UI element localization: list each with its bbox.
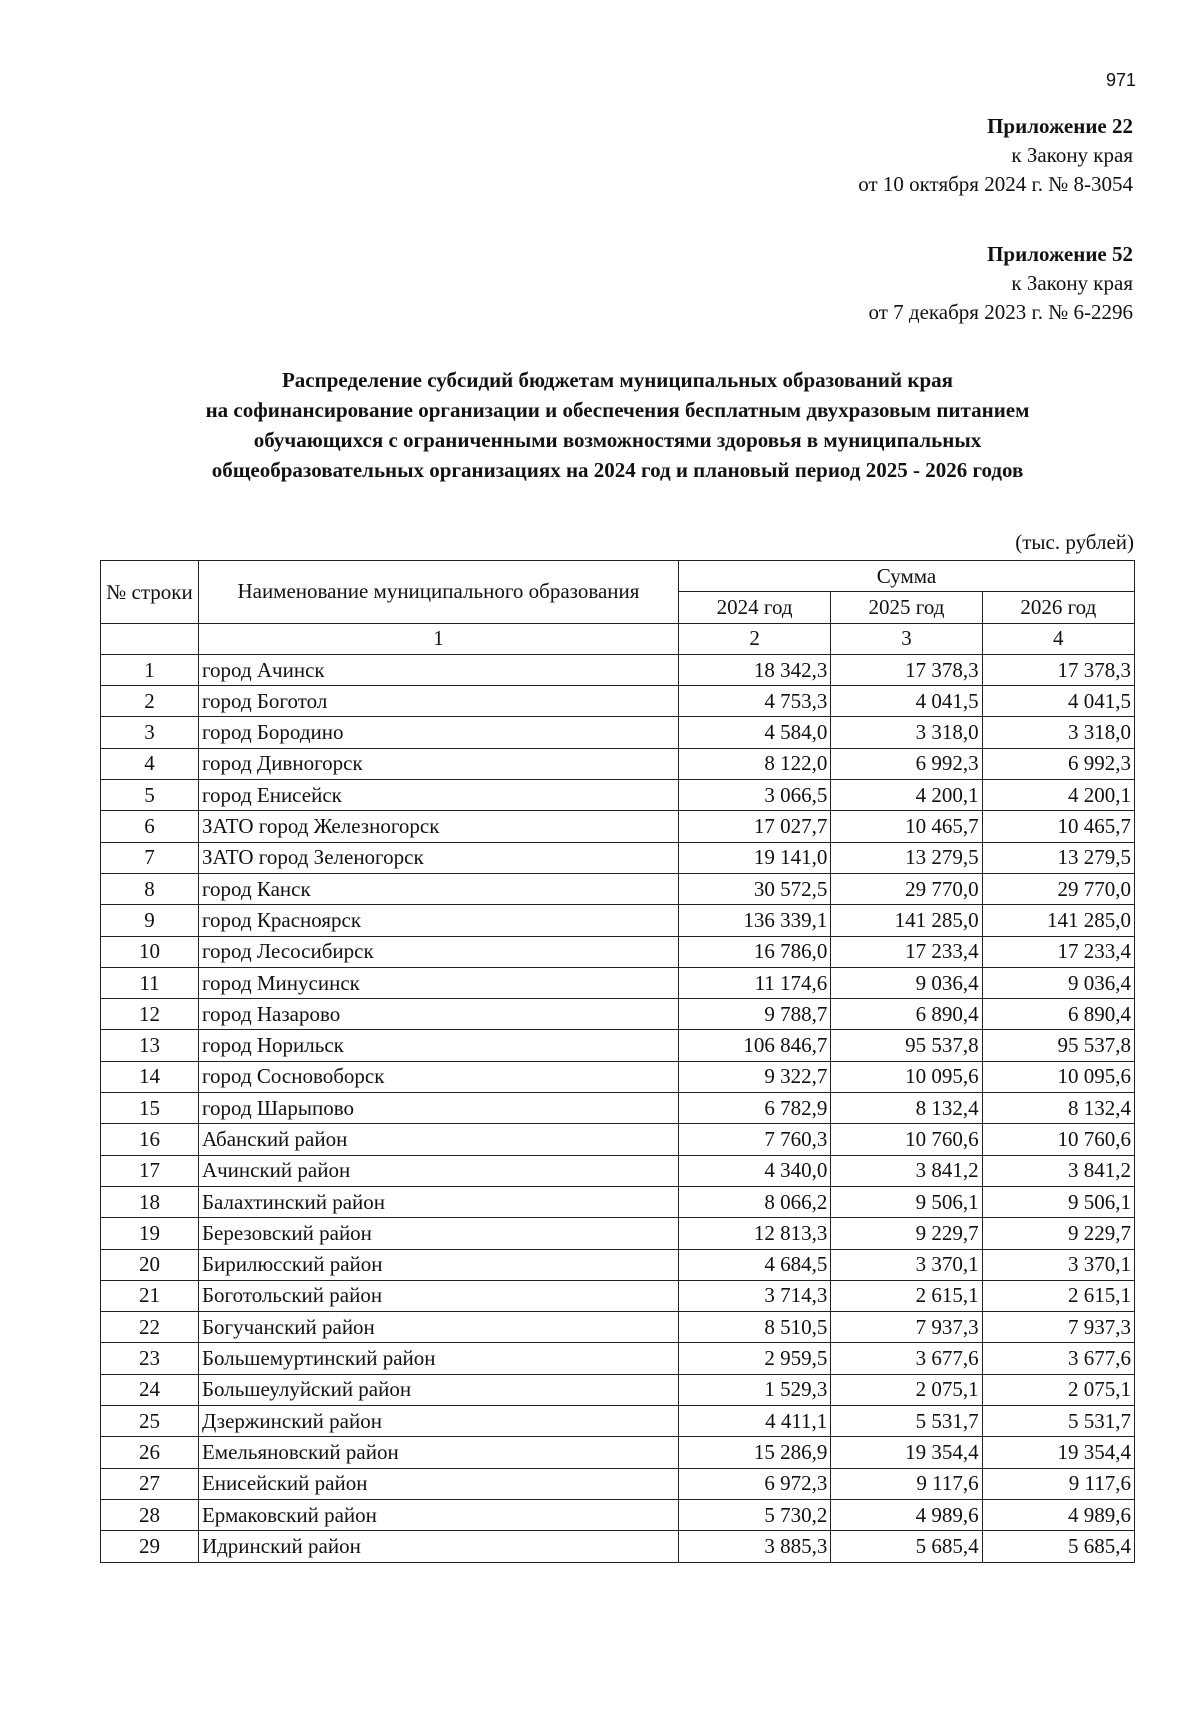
title-line: на софинансирование организации и обеспечения бесплатным двухразовым питанием	[205, 398, 1030, 422]
table-row	[101, 1061, 1135, 1092]
municipality-name-cell: город Ачинск	[198, 654, 678, 685]
row-number-cell: 29	[101, 1531, 199, 1562]
amount-2024-cell: 30 572,5	[678, 873, 830, 904]
amount-2025-cell: 19 354,4	[831, 1437, 982, 1468]
table-row	[101, 1155, 1135, 1186]
units-label: (тыс. рублей)	[1015, 530, 1134, 554]
row-number-cell: 8	[101, 873, 199, 904]
municipality-name-cell: Ачинский район	[198, 1155, 678, 1186]
header-row-number: № строки	[101, 561, 199, 624]
page-number: 971	[1105, 70, 1136, 90]
municipality-name-cell: Большемуртинский район	[198, 1343, 678, 1374]
municipality-name-cell: Абанский район	[198, 1124, 678, 1155]
amount-2024-cell: 3 714,3	[678, 1280, 830, 1311]
amount-2026-cell: 17 378,3	[982, 654, 1134, 685]
amount-2025-cell: 3 841,2	[831, 1155, 982, 1186]
amount-2026-cell: 3 677,6	[982, 1343, 1134, 1374]
table-row	[101, 999, 1135, 1030]
amount-2026-cell: 4 041,5	[982, 686, 1134, 717]
row-number-cell: 10	[101, 936, 199, 967]
table-row	[101, 1280, 1135, 1311]
amount-2026-cell: 9 229,7	[982, 1218, 1134, 1249]
municipality-name-cell: город Дивногорск	[198, 748, 678, 779]
amount-2026-cell: 17 233,4	[982, 936, 1134, 967]
amount-2025-cell: 6 890,4	[831, 999, 982, 1030]
amount-2025-cell: 3 318,0	[831, 717, 982, 748]
subsidy-table-wrapper	[100, 560, 1135, 1563]
row-number-cell: 6	[101, 811, 199, 842]
amount-2026-cell: 4 989,6	[982, 1499, 1134, 1530]
municipality-name-cell: Ермаковский район	[198, 1499, 678, 1530]
row-number-cell: 26	[101, 1437, 199, 1468]
row-number-cell: 24	[101, 1374, 199, 1405]
table-row	[101, 1437, 1135, 1468]
amount-2024-cell: 106 846,7	[678, 1030, 830, 1061]
amount-2026-cell: 6 992,3	[982, 748, 1134, 779]
table-row	[101, 780, 1135, 811]
title-line: общеобразовательных организациях на 2024 год и плановый период 2025 - 2026 годов	[211, 458, 1024, 482]
table-row	[101, 717, 1135, 748]
amount-2024-cell: 136 339,1	[678, 905, 830, 936]
amount-2025-cell: 5 531,7	[831, 1406, 982, 1437]
appendix-52-title: Приложение 52	[987, 242, 1133, 266]
table-row	[101, 1093, 1135, 1124]
table-row	[101, 1374, 1135, 1405]
table-row	[101, 1531, 1135, 1562]
row-number-cell: 17	[101, 1155, 199, 1186]
municipality-name-cell: Березовский район	[198, 1218, 678, 1249]
appendix-22-title: Приложение 22	[987, 114, 1133, 138]
appendix-22-line1: к Закону края	[1011, 143, 1133, 167]
amount-2024-cell: 8 066,2	[678, 1186, 830, 1217]
amount-2025-cell: 17 233,4	[831, 936, 982, 967]
row-number-cell: 2	[101, 686, 199, 717]
table-row	[101, 905, 1135, 936]
row-number-cell: 25	[101, 1406, 199, 1437]
table-row	[101, 1186, 1135, 1217]
header-municipality-name: Наименование муниципального образования	[198, 561, 678, 624]
subsidy-table	[100, 560, 1135, 1563]
municipality-name-cell: город Норильск	[198, 1030, 678, 1061]
amount-2024-cell: 1 529,3	[678, 1374, 830, 1405]
municipality-name-cell: город Бородино	[198, 717, 678, 748]
table-row	[101, 967, 1135, 998]
amount-2024-cell: 4 411,1	[678, 1406, 830, 1437]
row-number-cell: 23	[101, 1343, 199, 1374]
amount-2026-cell: 2 075,1	[982, 1374, 1134, 1405]
municipality-name-cell: город Сосновоборск	[198, 1061, 678, 1092]
amount-2024-cell: 3 066,5	[678, 780, 830, 811]
amount-2024-cell: 6 782,9	[678, 1093, 830, 1124]
table-body	[101, 654, 1135, 1562]
document-title	[100, 365, 1135, 485]
municipality-name-cell: город Назарово	[198, 999, 678, 1030]
header-sum: Сумма	[678, 561, 1134, 592]
row-number-cell: 28	[101, 1499, 199, 1530]
amount-2025-cell: 9 229,7	[831, 1218, 982, 1249]
amount-2025-cell: 7 937,3	[831, 1312, 982, 1343]
municipality-name-cell: Боготольский район	[198, 1280, 678, 1311]
municipality-name-cell: Дзержинский район	[198, 1406, 678, 1437]
amount-2026-cell: 19 354,4	[982, 1437, 1134, 1468]
amount-2025-cell: 29 770,0	[831, 873, 982, 904]
municipality-name-cell: Идринский район	[198, 1531, 678, 1562]
amount-2025-cell: 4 989,6	[831, 1499, 982, 1530]
amount-2024-cell: 8 510,5	[678, 1312, 830, 1343]
amount-2026-cell: 10 095,6	[982, 1061, 1134, 1092]
municipality-name-cell: ЗАТО город Зеленогорск	[198, 842, 678, 873]
amount-2024-cell: 4 684,5	[678, 1249, 830, 1280]
amount-2025-cell: 2 615,1	[831, 1280, 982, 1311]
table-row	[101, 1343, 1135, 1374]
row-number-cell: 3	[101, 717, 199, 748]
row-number-cell: 15	[101, 1093, 199, 1124]
amount-2025-cell: 5 685,4	[831, 1531, 982, 1562]
amount-2025-cell: 141 285,0	[831, 905, 982, 936]
amount-2024-cell: 11 174,6	[678, 967, 830, 998]
municipality-name-cell: Емельяновский район	[198, 1437, 678, 1468]
municipality-name-cell: Большеулуйский район	[198, 1374, 678, 1405]
municipality-name-cell: город Минусинск	[198, 967, 678, 998]
row-number-cell: 16	[101, 1124, 199, 1155]
amount-2026-cell: 6 890,4	[982, 999, 1134, 1030]
appendix-52-block	[869, 240, 1133, 327]
amount-2024-cell: 5 730,2	[678, 1499, 830, 1530]
title-line: Распределение субсидий бюджетам муниципальных образований края	[281, 368, 954, 392]
amount-2025-cell: 3 677,6	[831, 1343, 982, 1374]
amount-2025-cell: 4 200,1	[831, 780, 982, 811]
municipality-name-cell: Бирилюсский район	[198, 1249, 678, 1280]
amount-2024-cell: 9 788,7	[678, 999, 830, 1030]
table-row	[101, 748, 1135, 779]
appendix-52-line1: к Закону края	[1011, 271, 1133, 295]
header-year-2026: 2026 год	[982, 592, 1134, 623]
amount-2024-cell: 4 584,0	[678, 717, 830, 748]
header-col-number: 4	[982, 623, 1134, 654]
table-row	[101, 936, 1135, 967]
amount-2026-cell: 13 279,5	[982, 842, 1134, 873]
amount-2026-cell: 5 531,7	[982, 1406, 1134, 1437]
row-number-cell: 21	[101, 1280, 199, 1311]
amount-2024-cell: 19 141,0	[678, 842, 830, 873]
amount-2025-cell: 13 279,5	[831, 842, 982, 873]
header-col-number: 3	[831, 623, 982, 654]
amount-2026-cell: 29 770,0	[982, 873, 1134, 904]
amount-2026-cell: 3 370,1	[982, 1249, 1134, 1280]
header-col-number: 2	[678, 623, 830, 654]
header-col-number-blank	[101, 623, 199, 654]
table-row	[101, 1468, 1135, 1499]
table-row	[101, 1124, 1135, 1155]
municipality-name-cell: город Лесосибирск	[198, 936, 678, 967]
amount-2026-cell: 3 318,0	[982, 717, 1134, 748]
municipality-name-cell: город Канск	[198, 873, 678, 904]
row-number-cell: 18	[101, 1186, 199, 1217]
row-number-cell: 14	[101, 1061, 199, 1092]
row-number-cell: 13	[101, 1030, 199, 1061]
amount-2025-cell: 8 132,4	[831, 1093, 982, 1124]
row-number-cell: 4	[101, 748, 199, 779]
amount-2024-cell: 15 286,9	[678, 1437, 830, 1468]
municipality-name-cell: город Енисейск	[198, 780, 678, 811]
municipality-name-cell: Енисейский район	[198, 1468, 678, 1499]
row-number-cell: 5	[101, 780, 199, 811]
amount-2025-cell: 4 041,5	[831, 686, 982, 717]
amount-2024-cell: 17 027,7	[678, 811, 830, 842]
amount-2024-cell: 3 885,3	[678, 1531, 830, 1562]
amount-2025-cell: 10 760,6	[831, 1124, 982, 1155]
row-number-cell: 12	[101, 999, 199, 1030]
table-row	[101, 811, 1135, 842]
amount-2026-cell: 3 841,2	[982, 1155, 1134, 1186]
table-row	[101, 686, 1135, 717]
amount-2024-cell: 12 813,3	[678, 1218, 830, 1249]
amount-2026-cell: 4 200,1	[982, 780, 1134, 811]
amount-2025-cell: 9 506,1	[831, 1186, 982, 1217]
municipality-name-cell: ЗАТО город Железногорск	[198, 811, 678, 842]
table-row	[101, 873, 1135, 904]
row-number-cell: 19	[101, 1218, 199, 1249]
municipality-name-cell: город Красноярск	[198, 905, 678, 936]
table-row	[101, 1406, 1135, 1437]
amount-2024-cell: 18 342,3	[678, 654, 830, 685]
amount-2026-cell: 141 285,0	[982, 905, 1134, 936]
municipality-name-cell: город Шарыпово	[198, 1093, 678, 1124]
amount-2025-cell: 10 465,7	[831, 811, 982, 842]
table-row	[101, 1030, 1135, 1061]
row-number-cell: 11	[101, 967, 199, 998]
amount-2025-cell: 9 036,4	[831, 967, 982, 998]
amount-2026-cell: 9 506,1	[982, 1186, 1134, 1217]
amount-2024-cell: 4 340,0	[678, 1155, 830, 1186]
municipality-name-cell: город Боготол	[198, 686, 678, 717]
table-row	[101, 1249, 1135, 1280]
amount-2026-cell: 9 036,4	[982, 967, 1134, 998]
header-year-2025: 2025 год	[831, 592, 982, 623]
amount-2025-cell: 2 075,1	[831, 1374, 982, 1405]
appendix-22-line2: от 10 октября 2024 г. № 8-3054	[858, 172, 1133, 196]
amount-2025-cell: 10 095,6	[831, 1061, 982, 1092]
amount-2024-cell: 7 760,3	[678, 1124, 830, 1155]
amount-2026-cell: 95 537,8	[982, 1030, 1134, 1061]
amount-2026-cell: 9 117,6	[982, 1468, 1134, 1499]
row-number-cell: 9	[101, 905, 199, 936]
amount-2026-cell: 5 685,4	[982, 1531, 1134, 1562]
amount-2026-cell: 10 465,7	[982, 811, 1134, 842]
table-row	[101, 842, 1135, 873]
amount-2026-cell: 10 760,6	[982, 1124, 1134, 1155]
municipality-name-cell: Балахтинский район	[198, 1186, 678, 1217]
row-number-cell: 27	[101, 1468, 199, 1499]
table-row	[101, 1312, 1135, 1343]
row-number-cell: 20	[101, 1249, 199, 1280]
row-number-cell: 7	[101, 842, 199, 873]
amount-2025-cell: 95 537,8	[831, 1030, 982, 1061]
amount-2025-cell: 17 378,3	[831, 654, 982, 685]
amount-2025-cell: 6 992,3	[831, 748, 982, 779]
header-col-number: 1	[198, 623, 678, 654]
row-number-cell: 22	[101, 1312, 199, 1343]
amount-2026-cell: 8 132,4	[982, 1093, 1134, 1124]
amount-2026-cell: 7 937,3	[982, 1312, 1134, 1343]
amount-2026-cell: 2 615,1	[982, 1280, 1134, 1311]
amount-2024-cell: 16 786,0	[678, 936, 830, 967]
amount-2024-cell: 9 322,7	[678, 1061, 830, 1092]
appendix-52-line2: от 7 декабря 2023 г. № 6-2296	[868, 300, 1133, 324]
amount-2024-cell: 2 959,5	[678, 1343, 830, 1374]
row-number-cell: 1	[101, 654, 199, 685]
table-row	[101, 1499, 1135, 1530]
amount-2025-cell: 3 370,1	[831, 1249, 982, 1280]
title-line: обучающихся с ограниченными возможностями здоровья в муниципальных	[253, 428, 982, 452]
table-row	[101, 654, 1135, 685]
header-year-2024: 2024 год	[678, 592, 830, 623]
amount-2024-cell: 8 122,0	[678, 748, 830, 779]
appendix-22-block	[858, 112, 1133, 199]
amount-2024-cell: 4 753,3	[678, 686, 830, 717]
amount-2024-cell: 6 972,3	[678, 1468, 830, 1499]
table-row	[101, 1218, 1135, 1249]
amount-2025-cell: 9 117,6	[831, 1468, 982, 1499]
municipality-name-cell: Богучанский район	[198, 1312, 678, 1343]
